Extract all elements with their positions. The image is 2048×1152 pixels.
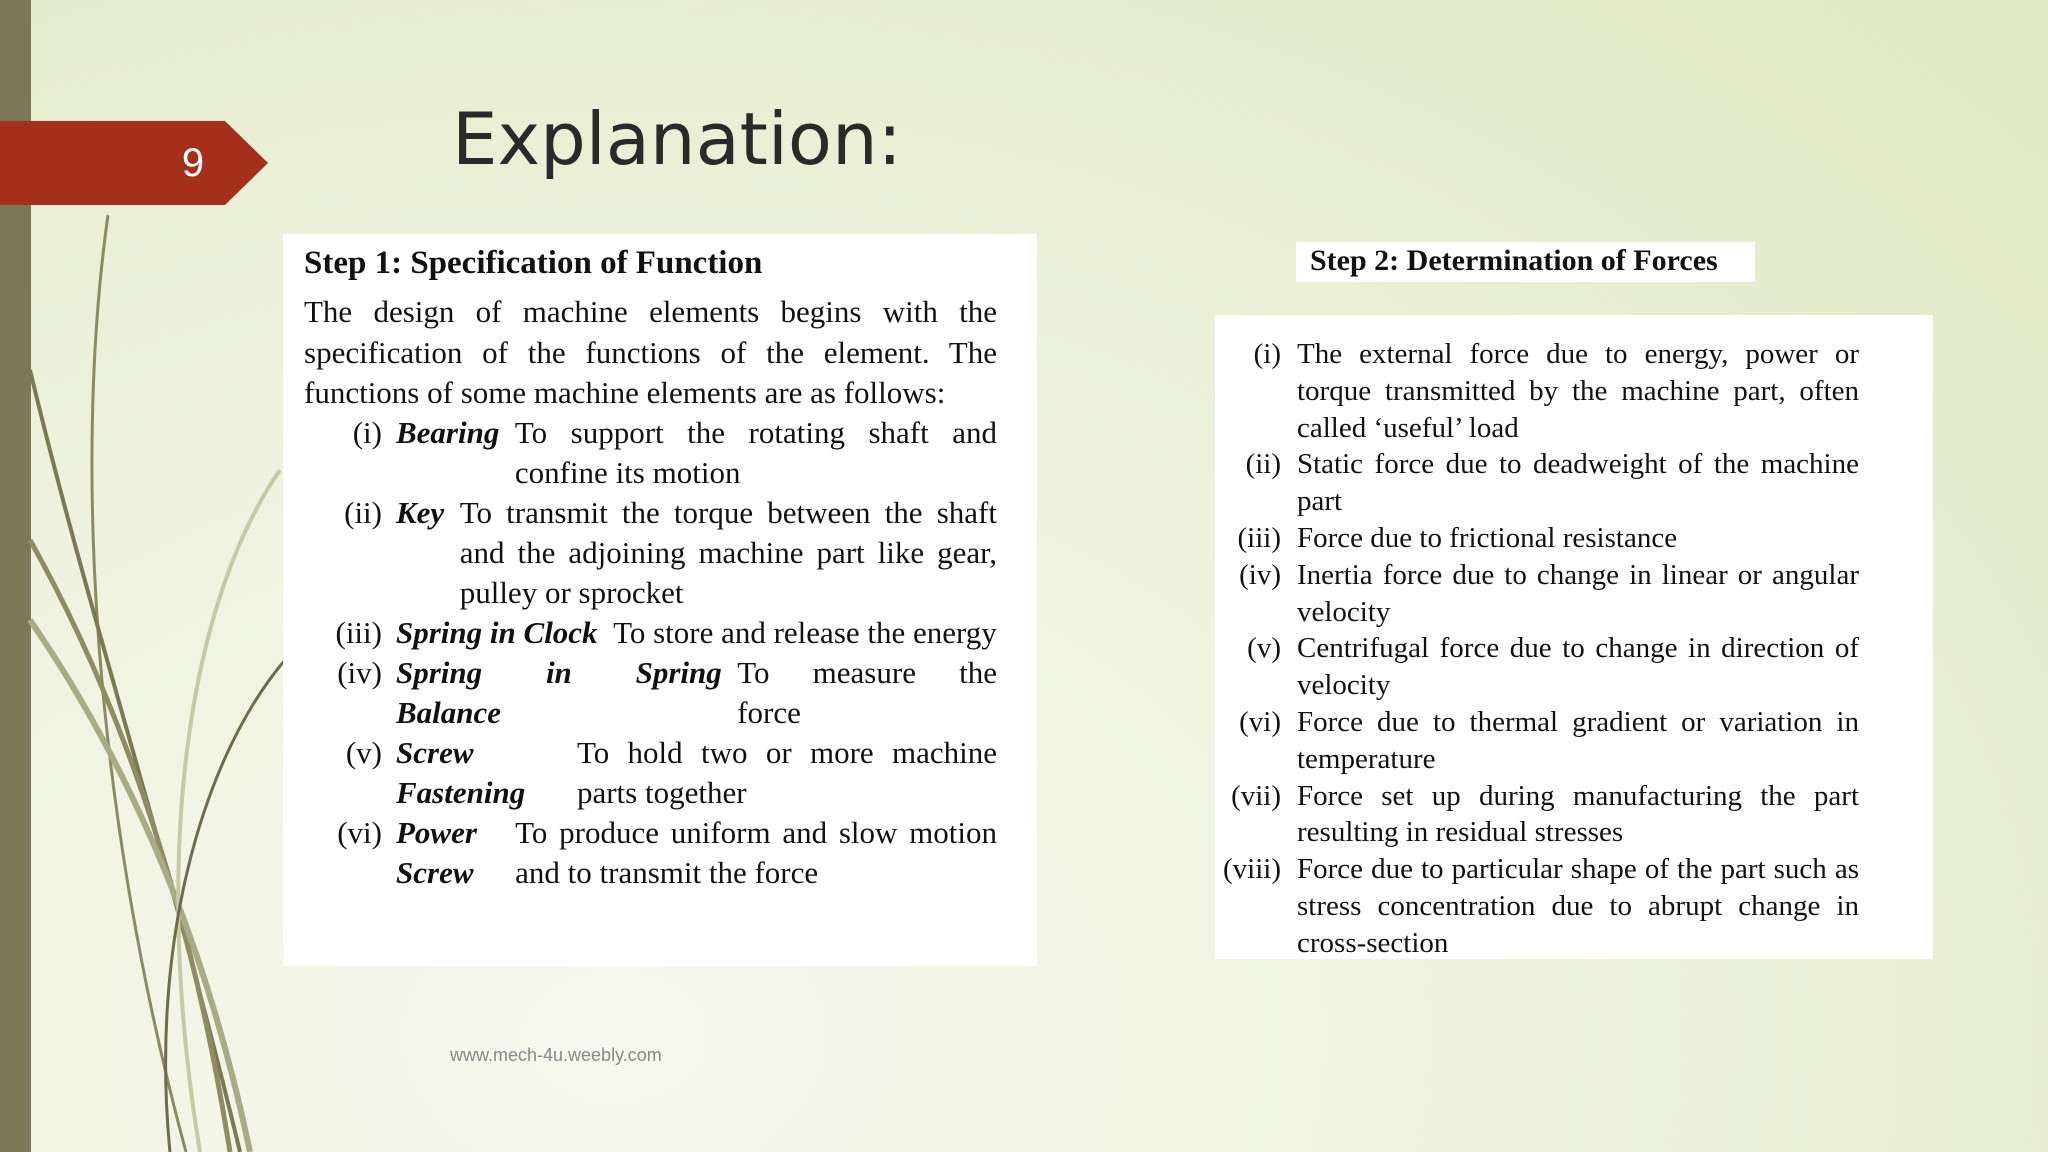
item-desc: To transmit the torque between the shaft and the adjoining machine part like gear, pulley or sprocket [459, 495, 997, 610]
item-number: (ii) [1245, 448, 1281, 481]
item-desc: To store and release the energy [613, 615, 997, 650]
list-item [304, 613, 997, 653]
list-item [1215, 520, 1859, 557]
item-desc: To measure the force [737, 655, 997, 730]
list-item [304, 493, 997, 613]
item-number: (iv) [337, 655, 382, 690]
item-term: Screw Fastening [396, 735, 526, 810]
list-item [1215, 630, 1859, 704]
item-text: Inertia force due to change in linear or angular velocity [1297, 558, 1859, 628]
item-text: Centrifugal force due to change in direction of velocity [1297, 632, 1859, 702]
item-desc: To support the rotating shaft and confine its motion [514, 415, 997, 490]
item-number: (ii) [344, 495, 382, 530]
slide-title: Explanation: [452, 97, 902, 181]
list-item [304, 813, 997, 893]
list-item [1215, 778, 1859, 852]
item-term: Power Screw [396, 815, 477, 890]
item-number: (iv) [1239, 558, 1281, 591]
item-number: (iii) [335, 615, 382, 650]
step2-heading: Step 2: Determination of Forces [1310, 244, 1718, 277]
item-number: (v) [1247, 632, 1281, 665]
item-number: (viii) [1223, 853, 1281, 886]
item-term: Bearing [396, 415, 500, 450]
item-number: (vi) [1239, 705, 1281, 738]
list-item [1215, 704, 1859, 778]
step1-intro: The design of machine elements begins with the specification of the functions of the element. The functions of some machine elements are as follows: [304, 294, 997, 410]
step1-heading: Step 1: Specification of Function [304, 245, 763, 281]
step2-list [1215, 336, 1859, 962]
item-number: (vii) [1231, 779, 1281, 812]
item-text: Force due to frictional resistance [1297, 521, 1678, 554]
list-item [1215, 336, 1859, 446]
item-number: (iii) [1237, 521, 1281, 554]
item-term: Spring in Spring Balance [396, 655, 722, 730]
item-desc: To produce uniform and slow motion and to transmit the force [515, 815, 997, 890]
list-item [304, 413, 997, 493]
item-term: Key [396, 495, 445, 530]
item-text: Static force due to deadweight of the machine part [1297, 448, 1859, 518]
step1-list [304, 413, 997, 893]
item-number: (i) [1253, 338, 1281, 370]
item-term: Spring in Clock [396, 615, 598, 650]
list-item [304, 653, 997, 733]
item-text: Force due to particular shape of the part such as stress concentration due to abrupt change in cross-section [1297, 853, 1859, 959]
item-desc: To hold two or more machine parts together [576, 735, 997, 810]
item-number: (vi) [337, 815, 382, 850]
item-text: Force due to thermal gradient or variation in temperature [1297, 705, 1859, 775]
list-item [1215, 851, 1859, 961]
list-item [1215, 557, 1859, 631]
slide-number: 9 [181, 141, 205, 185]
item-text: Force set up during manufacturing the part resulting in residual stresses [1297, 779, 1859, 849]
list-item [1215, 446, 1859, 520]
list-item [304, 733, 997, 813]
item-text: The external force due to energy, power or torque transmitted by the machine part, often called ‘useful’ load [1297, 338, 1859, 444]
item-number: (i) [352, 415, 382, 450]
item-number: (v) [345, 735, 382, 770]
footer-url: www.mech-4u.weebly.com [450, 1045, 662, 1065]
